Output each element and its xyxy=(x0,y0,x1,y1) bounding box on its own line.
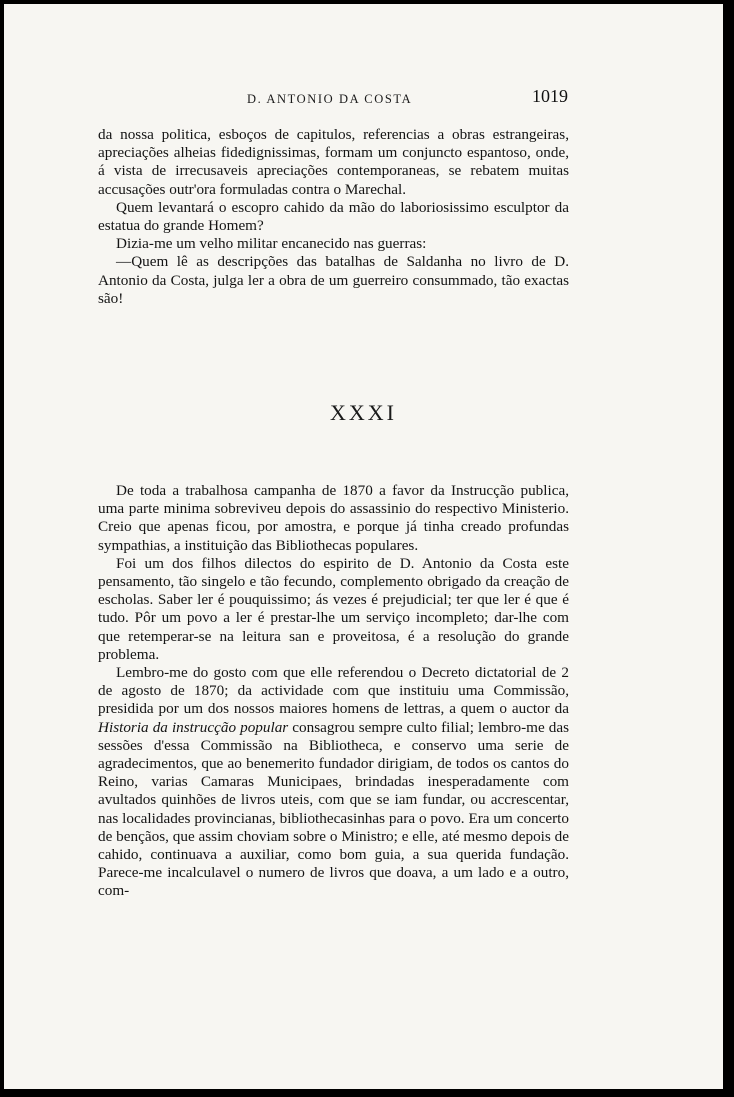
book-title-italic: Historia da instrucção popular xyxy=(98,718,289,736)
text-block-top xyxy=(98,126,569,308)
book-page xyxy=(4,4,723,1089)
running-title: D. ANTONIO DA COSTA xyxy=(247,92,413,106)
paragraph: Dizia-me um velho militar encanecido nas guerras: xyxy=(116,235,427,253)
paragraph: da nossa politica, esboços de capitulos, referencias a obras estrangeiras, apreciações alheias fidedignissimas, formam um conjuncto espantoso, onde, á vista de irrecusaveis apreciações contemporaneas, se rebatem muitas accusações outr'ora formuladas contra o Marechal. xyxy=(98,126,569,198)
page-number: 1019 xyxy=(532,86,568,106)
paragraph xyxy=(98,664,569,901)
paragraph: Foi um dos filhos dilectos do espirito de D. Antonio da Costa este pensamento, tão singelo e tão fecundo, complemento obrigado da creação de escholas. Saber ler é pouquissimo; ás vezes é prejudicial; ter que ler é que é tudo. Pôr um povo a ler é prestar-lhe um serviço incompleto; dar-lhe com que retemperar-se na leitura san e proveitosa, é a resolução do grande problema. xyxy=(98,554,569,663)
paragraph: De toda a trabalhosa campanha de 1870 a favor da Instrucção publica, uma parte minima sobreviveu depois do assassinio do respectivo Ministerio. Creio que apenas ficou, por amostra, e porque já tinha creado profundas sympathias, a instituição das Bibliothecas populares. xyxy=(98,482,569,554)
chapter-heading: XXXI xyxy=(330,400,397,425)
paragraph-text: Lembro-me do gosto com que elle referendou o Decreto dictatorial de 2 de agosto de 1870; da actividade com que instituiu uma Commissão, presidida por um dos nossos maiores homens de lettras, a quem o auctor da xyxy=(98,664,569,718)
page-header xyxy=(4,86,723,114)
paragraph: —Quem lê as descripções das batalhas de Saldanha no livro de D. Antonio da Costa, julga ler a obra de um guerreiro consummado, tão exactas são! xyxy=(98,253,569,307)
paragraph: Quem levantará o escopro cahido da mão do laboriosissimo esculptor da estatua do grande Homem? xyxy=(98,198,569,235)
paragraph-text: consagrou sempre culto filial; lembro-me das sessões d'essa Commissão na Bibliotheca, e conservo uma serie de agradecimentos, que ao benemerito fundador dirigiam, de todos os cantos do Reino, varias Camaras Municipaes, brindadas inesperadamente com avultados quinhões de livros uteis, com que se iam fundar, ou accrescentar, nas localidades provincianas, bibliothecasinhas para o povo. Era um concerto de bençãos, que assim choviam sobre o Ministro; e elle, até mesmo depois de cahido, continuava a auxiliar, como bom guia, a sua querida fundação. Parece-me incalculavel o numero de livros que doava, a um lado e a outro, com- xyxy=(98,718,569,900)
text-block-bottom xyxy=(98,482,569,901)
